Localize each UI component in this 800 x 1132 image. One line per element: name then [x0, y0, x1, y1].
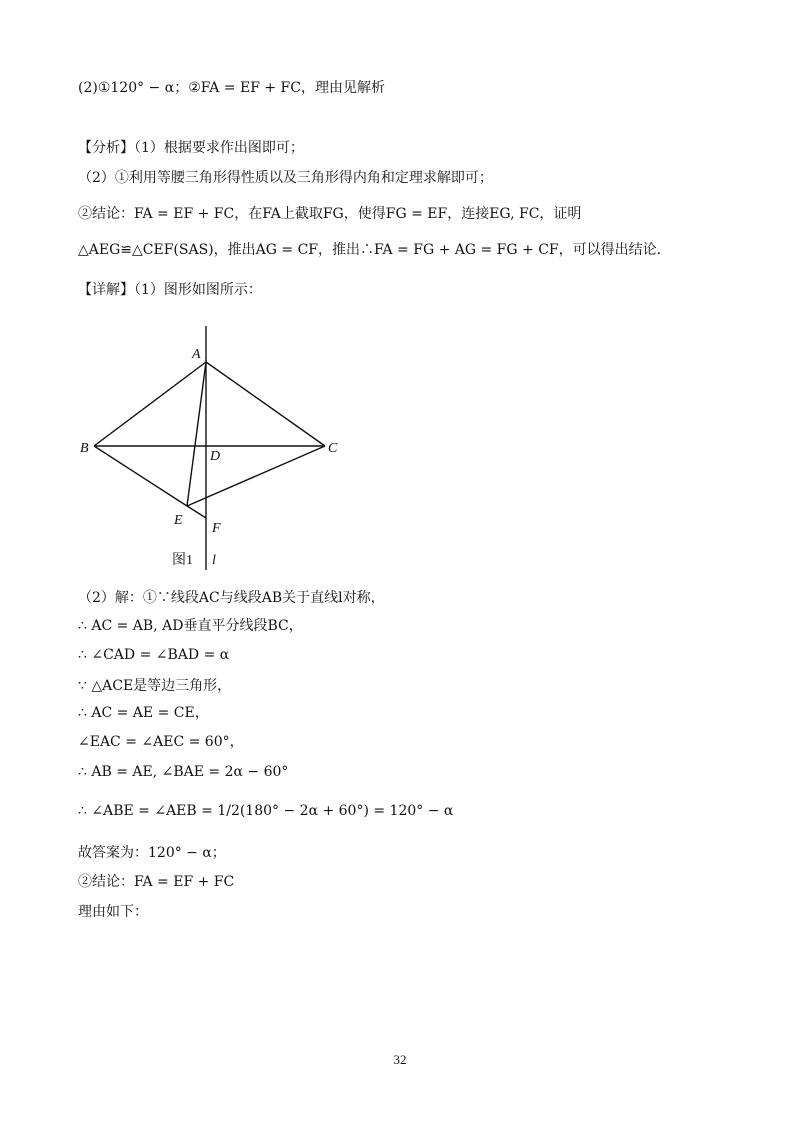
label-D: D: [210, 449, 221, 464]
figure-caption: 图1: [172, 553, 193, 568]
label-C: C: [328, 441, 338, 456]
reason-line: 理由如下：: [78, 904, 148, 920]
label-A: A: [192, 347, 201, 362]
analysis-part2: （2）①利用等腰三角形得性质以及三角形得内角和定理求解即可；: [78, 170, 493, 186]
detail-heading: 【详解】（1）图形如图所示：: [78, 282, 262, 298]
label-E: E: [174, 513, 183, 528]
answer-line: (2)①120° − α；②FA = EF + FC，理由见解析: [78, 80, 385, 96]
segment-EC: [187, 446, 325, 506]
analysis-heading: 【分析】（1）根据要求作出图即可；: [78, 140, 304, 156]
solution-line-7: ∴ AB = AE, ∠BAE = 2α − 60°: [78, 764, 289, 780]
label-B: B: [80, 441, 89, 456]
page-number: 32: [393, 1052, 407, 1067]
segment-AC: [206, 362, 325, 446]
segment-EF: [187, 506, 206, 518]
analysis-conclusion: ②结论：FA = EF + FC，在FA上截取FG，使得FG = EF，连接EG, FC，证明△AEG≌△CEF(SAS)，推出AG = CF，推出∴FA = FG + AG = FG + CF，可以得出结论．: [78, 206, 671, 258]
label-l: l: [212, 553, 216, 568]
solution-line-8: ∴ ∠ABE = ∠AEB = 1/2(180° − 2α + 60°) = 120° − α: [78, 803, 454, 819]
label-F: F: [212, 521, 221, 536]
conclusion-line: ②结论：FA = EF + FC: [78, 874, 235, 890]
figure-1-diagram: [78, 318, 368, 578]
segment-BE: [94, 446, 187, 506]
segment-AB: [94, 362, 206, 446]
solution-line-5: ∴ AC = AE = CE，: [78, 705, 209, 721]
solution-line-6: ∠EAC = ∠AEC = 60°，: [78, 734, 244, 750]
solution-line-1: （2）解：①∵线段AC与线段AB关于直线l对称，: [78, 590, 385, 606]
segment-AE: [187, 362, 206, 506]
solution-line-2: ∴ AC = AB, AD垂直平分线段BC，: [78, 618, 303, 634]
answer-summary: 故答案为：120° − α；: [78, 845, 226, 861]
solution-line-4: ∵ △ACE是等边三角形，: [78, 678, 232, 694]
solution-line-3: ∴ ∠CAD = ∠BAD = α: [78, 647, 230, 663]
